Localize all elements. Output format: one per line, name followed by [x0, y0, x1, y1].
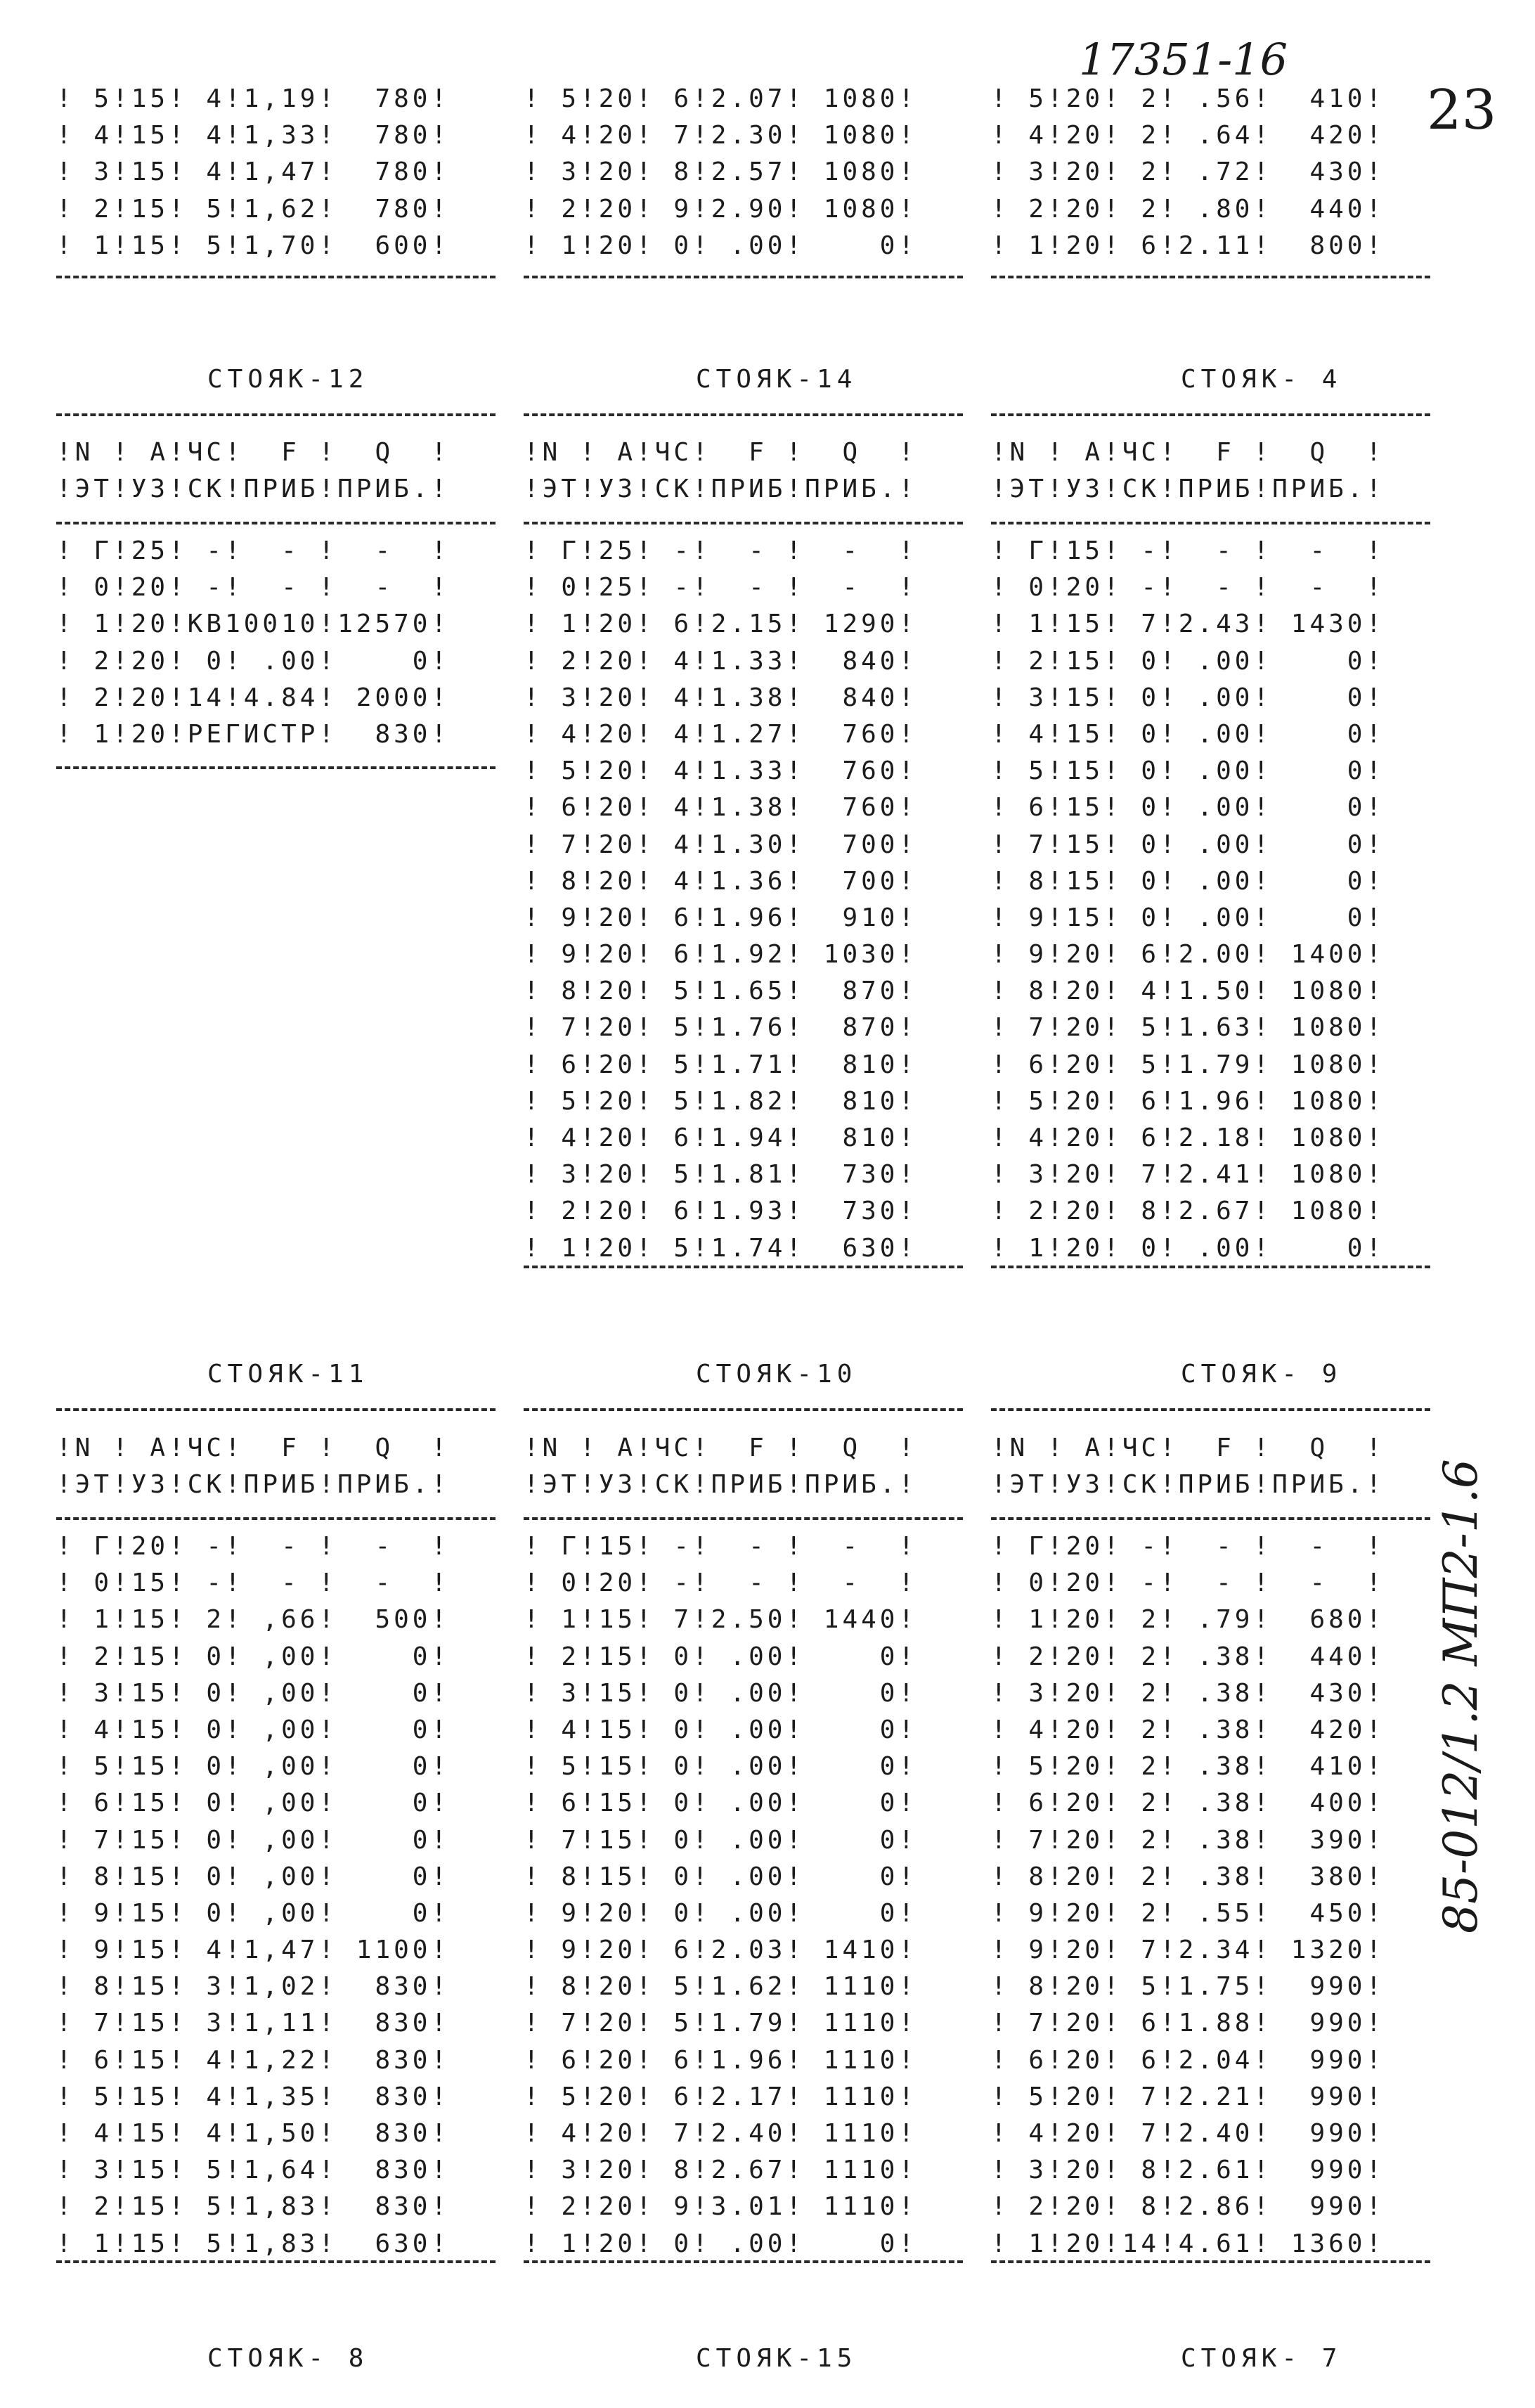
table-row: ! 9!20! 6!2.00! 1400! [991, 940, 1385, 970]
table-row: ! 8!20! 4!1.36! 700! [524, 866, 918, 896]
header-rule [56, 522, 496, 524]
table-row: ! 5!20! 6!2.07! 1080! [524, 84, 918, 113]
table-row: ! 6!20! 6!2.04! 990! [991, 2045, 1385, 2075]
header-line: !N ! A!ЧС! F ! Q ! [524, 1434, 918, 1462]
table-row: ! 1!20!КВ10010!12570! [56, 610, 451, 639]
table-row: ! 1!20!14!4.61! 1360! [991, 2229, 1385, 2258]
table-top-rule [56, 1408, 496, 1411]
table-row: ! 7!20! 5!1.76! 870! [524, 1013, 918, 1043]
table-row: ! 2!15! 0! .00! 0! [991, 646, 1385, 676]
header-line: !ЭТ!УЗ!СК!ПРИБ!ПРИБ.! [991, 1470, 1385, 1499]
table-row: ! 3!20! 7!2.41! 1080! [991, 1160, 1385, 1190]
table-row: ! 7!20! 4!1.30! 700! [524, 830, 918, 859]
table-row: ! 9!15! 0! ,00! 0! [56, 1898, 451, 1928]
table-row: ! 3!20! 8!2.61! 990! [991, 2156, 1385, 2185]
table-row: ! 8!15! 0! .00! 0! [991, 866, 1385, 896]
table-row: ! 1!20! 5!1.74! 630! [524, 1233, 918, 1263]
table-row: ! Г!20! -! - ! - ! [56, 1532, 451, 1561]
header-line: !N ! A!ЧС! F ! Q ! [56, 438, 451, 467]
table-row: ! 1!20! 2! .79! 680! [991, 1605, 1385, 1635]
table-bottom-rule [524, 276, 963, 278]
table-top-rule [524, 413, 963, 416]
table-row: ! 5!20! 7!2.21! 990! [991, 2082, 1385, 2111]
table-row: ! 7!20! 5!1.63! 1080! [991, 1013, 1385, 1043]
table-row: ! 6!15! 0! .00! 0! [524, 1789, 918, 1818]
table-row: ! 0!25! -! - ! - ! [524, 573, 918, 603]
header-line: !N ! A!ЧС! F ! Q ! [991, 438, 1385, 467]
table-row: ! 0!20! -! - ! - ! [991, 1569, 1385, 1598]
table-row: ! 8!20! 5!1.75! 990! [991, 1972, 1385, 2002]
table-row: ! 5!20! 6!2.17! 1110! [524, 2082, 918, 2111]
table-row: ! 3!20! 2! .38! 430! [991, 1678, 1385, 1708]
table-row: ! 1!20!РЕГИСТР! 830! [56, 719, 451, 749]
table-header [524, 1430, 973, 1503]
table-row: ! 2!20! 8!2.67! 1080! [991, 1197, 1385, 1226]
table-row: ! 4!15! 0! .00! 0! [524, 1715, 918, 1744]
table-row: ! 1!15! 7!2.43! 1430! [991, 610, 1385, 639]
table-row: ! 7!15! 0! .00! 0! [991, 830, 1385, 859]
table-row: ! 6!20! 4!1.38! 760! [524, 793, 918, 823]
table-row: ! 7!15! 0! .00! 0! [524, 1825, 918, 1855]
table-bottom-rule [56, 276, 496, 278]
table-row: ! Г!25! -! - ! - ! [56, 536, 451, 565]
header-line: !ЭТ!УЗ!СК!ПРИБ!ПРИБ.! [56, 1470, 451, 1499]
riser-title: СТОЯК- 7 [1181, 2344, 1342, 2373]
table-row: ! 7!15! 0! ,00! 0! [56, 1825, 451, 1855]
table-row: ! 2!20! 4!1.33! 840! [524, 646, 918, 676]
header-rule [56, 1517, 496, 1520]
table-row: ! 9!15! 4!1,47! 1100! [56, 1936, 451, 1965]
table-row: ! 9!20! 7!2.34! 1320! [991, 1936, 1385, 1965]
table-row: ! 5!15! 4!1,35! 830! [56, 2082, 451, 2111]
table-row: ! 4!20! 7!2.30! 1080! [524, 121, 918, 150]
table-row: ! 5!20! 4!1.33! 760! [524, 756, 918, 786]
table-row: ! 4!15! 4!1,33! 780! [56, 121, 451, 150]
table-row: ! 9!20! 6!2.03! 1410! [524, 1936, 918, 1965]
table-row: ! 3!15! 0! .00! 0! [524, 1678, 918, 1708]
table-row: ! 5!20! 2! .56! 410! [991, 84, 1385, 113]
table-row: ! 2!20! 9!2.90! 1080! [524, 194, 918, 224]
table-row: ! 7!20! 6!1.88! 990! [991, 2009, 1385, 2038]
table-row: ! 8!15! 3!1,02! 830! [56, 1972, 451, 2002]
table-row: ! 2!20!14!4.84! 2000! [56, 683, 451, 712]
header-rule [524, 1517, 963, 1520]
top-block-middle [524, 81, 973, 264]
table-row: ! 5!15! 0! .00! 0! [524, 1752, 918, 1782]
table-row: ! 1!20! 6!2.15! 1290! [524, 610, 918, 639]
table-bottom-rule [991, 276, 1430, 278]
table-row: ! 2!15! 0! .00! 0! [524, 1642, 918, 1671]
table-row: ! 4!20! 6!1.94! 810! [524, 1123, 918, 1152]
riser-title: СТОЯК- 8 [207, 2344, 369, 2373]
table-top-rule [991, 1408, 1430, 1411]
handwritten-sheet-number: 23 [1427, 79, 1497, 142]
header-rule [524, 522, 963, 524]
table-row: ! 6!20! 5!1.71! 810! [524, 1050, 918, 1079]
table-row: ! 7!20! 2! .38! 390! [991, 1825, 1385, 1855]
table-row: ! 4!20! 4!1.27! 760! [524, 719, 918, 749]
header-line: !ЭТ!УЗ!СК!ПРИБ!ПРИБ.! [56, 475, 451, 503]
table-row: ! 8!15! 0! .00! 0! [524, 1862, 918, 1891]
table-row: ! 1!20! 0! .00! 0! [524, 2229, 918, 2258]
riser-title: СТОЯК-10 [696, 1360, 857, 1389]
table-row: ! 3!20! 4!1.38! 840! [524, 683, 918, 712]
table-row: ! 9!20! 2! .55! 450! [991, 1898, 1385, 1928]
table-row: ! 0!20! -! - ! - ! [991, 573, 1385, 603]
riser-10-table [524, 1528, 973, 2262]
table-row: ! 4!20! 7!2.40! 1110! [524, 2119, 918, 2148]
table-row: ! 2!20! 2! .80! 440! [991, 194, 1385, 224]
table-top-rule [56, 413, 496, 416]
table-bottom-rule [524, 2260, 963, 2263]
riser-12-table [56, 533, 506, 753]
table-bottom-rule [56, 2260, 496, 2263]
table-row: ! 6!15! 0! .00! 0! [991, 793, 1385, 823]
table-row: ! Г!25! -! - ! - ! [524, 536, 918, 565]
table-header [524, 434, 973, 508]
table-row: ! 4!20! 2! .64! 420! [991, 121, 1385, 150]
table-row: ! 6!20! 6!1.96! 1110! [524, 2045, 918, 2075]
header-line: !N ! A!ЧС! F ! Q ! [991, 1434, 1385, 1462]
table-row: ! 9!20! 6!1.96! 910! [524, 903, 918, 932]
table-top-rule [524, 1408, 963, 1411]
table-row: ! 0!20! -! - ! - ! [56, 573, 451, 603]
table-row: ! 3!15! 5!1,64! 830! [56, 2156, 451, 2185]
table-row: ! 5!15! 0! .00! 0! [991, 756, 1385, 786]
header-line: !ЭТ!УЗ!СК!ПРИБ!ПРИБ.! [991, 475, 1385, 503]
table-row: ! 1!15! 7!2.50! 1440! [524, 1605, 918, 1635]
header-rule [991, 1517, 1430, 1520]
table-row: ! 4!20! 6!2.18! 1080! [991, 1123, 1385, 1152]
table-row: ! 1!20! 0! .00! 0! [524, 231, 918, 260]
table-row: ! 5!15! 0! ,00! 0! [56, 1752, 451, 1782]
table-row: ! 8!20! 5!1.65! 870! [524, 977, 918, 1006]
table-row: ! 4!20! 7!2.40! 990! [991, 2119, 1385, 2148]
header-line: !ЭТ!УЗ!СК!ПРИБ!ПРИБ.! [524, 475, 918, 503]
table-row: ! Г!15! -! - ! - ! [524, 1532, 918, 1561]
table-header [991, 434, 1441, 508]
table-row: ! 2!15! 5!1,62! 780! [56, 194, 451, 224]
table-row: ! 1!20! 6!2.11! 800! [991, 231, 1385, 260]
top-block-left [56, 81, 506, 264]
table-row: ! 8!20! 2! .38! 380! [991, 1862, 1385, 1891]
table-row: ! 5!15! 4!1,19! 780! [56, 84, 451, 113]
header-line: !ЭТ!УЗ!СК!ПРИБ!ПРИБ.! [524, 1470, 918, 1499]
table-row: ! 4!15! 0! .00! 0! [991, 719, 1385, 749]
table-row: ! 9!15! 0! .00! 0! [991, 903, 1385, 932]
handwritten-document-id: 17351-16 [1079, 34, 1288, 85]
table-row: ! 2!20! 0! .00! 0! [56, 646, 451, 676]
riser-14-table [524, 533, 973, 1267]
table-row: ! 7!15! 3!1,11! 830! [56, 2009, 451, 2038]
riser-title: СТОЯК-15 [696, 2344, 857, 2373]
table-top-rule [991, 413, 1430, 416]
top-block-right [991, 81, 1441, 264]
table-header [56, 434, 506, 508]
table-row: ! 3!20! 2! .72! 430! [991, 157, 1385, 187]
table-row: ! 2!20! 6!1.93! 730! [524, 1197, 918, 1226]
table-row: ! 2!20! 8!2.86! 990! [991, 2192, 1385, 2222]
table-row: ! 2!15! 5!1,83! 830! [56, 2192, 451, 2222]
table-row: ! 2!20! 9!3.01! 1110! [524, 2192, 918, 2222]
table-row: ! 8!15! 0! ,00! 0! [56, 1862, 451, 1891]
riser-11-table [56, 1528, 506, 2262]
table-row: ! 1!15! 5!1,70! 600! [56, 231, 451, 260]
table-row: ! 6!15! 0! ,00! 0! [56, 1789, 451, 1818]
riser-title: СТОЯК-11 [207, 1360, 369, 1389]
table-bottom-rule [524, 1266, 963, 1268]
table-row: ! 3!15! 0! ,00! 0! [56, 1678, 451, 1708]
header-rule [991, 522, 1430, 524]
table-row: ! 3!20! 8!2.57! 1080! [524, 157, 918, 187]
table-row: ! 4!15! 4!1,50! 830! [56, 2119, 451, 2148]
table-header [991, 1430, 1441, 1503]
table-row: ! 3!15! 0! .00! 0! [991, 683, 1385, 712]
table-row: ! 3!15! 4!1,47! 780! [56, 157, 451, 187]
table-row: ! 5!20! 6!1.96! 1080! [991, 1086, 1385, 1116]
table-row: ! 2!20! 2! .38! 440! [991, 1642, 1385, 1671]
table-row: ! 6!15! 4!1,22! 830! [56, 2045, 451, 2075]
table-row: ! 3!20! 8!2.67! 1110! [524, 2156, 918, 2185]
riser-title: СТОЯК- 9 [1181, 1360, 1342, 1389]
table-row: ! 1!15! 5!1,83! 630! [56, 2229, 451, 2258]
table-row: ! 3!20! 5!1.81! 730! [524, 1160, 918, 1190]
header-line: !N ! A!ЧС! F ! Q ! [524, 438, 918, 467]
table-row: ! Г!20! -! - ! - ! [991, 1532, 1385, 1561]
table-row: ! 0!20! -! - ! - ! [524, 1569, 918, 1598]
table-row: ! 1!15! 2! ,66! 500! [56, 1605, 451, 1635]
header-line: !N ! A!ЧС! F ! Q ! [56, 1434, 451, 1462]
table-row: ! 0!15! -! - ! - ! [56, 1569, 451, 1598]
table-row: ! 9!20! 6!1.92! 1030! [524, 940, 918, 970]
table-bottom-rule [56, 766, 496, 769]
table-header [56, 1430, 506, 1503]
table-row: ! 9!20! 0! .00! 0! [524, 1898, 918, 1928]
table-row: ! 2!15! 0! ,00! 0! [56, 1642, 451, 1671]
riser-title: СТОЯК-14 [696, 365, 857, 394]
riser-4-table [991, 533, 1441, 1267]
table-row: ! 4!15! 0! ,00! 0! [56, 1715, 451, 1744]
table-row: ! Г!15! -! - ! - ! [991, 536, 1385, 565]
table-bottom-rule [991, 2260, 1430, 2263]
table-row: ! 5!20! 5!1.82! 810! [524, 1086, 918, 1116]
table-row: ! 1!20! 0! .00! 0! [991, 1233, 1385, 1263]
table-row: ! 8!20! 4!1.50! 1080! [991, 977, 1385, 1006]
table-row: ! 5!20! 2! .38! 410! [991, 1752, 1385, 1782]
table-row: ! 6!20! 5!1.79! 1080! [991, 1050, 1385, 1079]
table-row: ! 7!20! 5!1.79! 1110! [524, 2009, 918, 2038]
table-row: ! 6!20! 2! .38! 400! [991, 1789, 1385, 1818]
table-bottom-rule [991, 1266, 1430, 1268]
riser-title: СТОЯК- 4 [1181, 365, 1342, 394]
riser-title: СТОЯК-12 [207, 365, 369, 394]
riser-9-table [991, 1528, 1441, 2262]
table-row: ! 8!20! 5!1.62! 1110! [524, 1972, 918, 2002]
table-row: ! 4!20! 2! .38! 420! [991, 1715, 1385, 1744]
